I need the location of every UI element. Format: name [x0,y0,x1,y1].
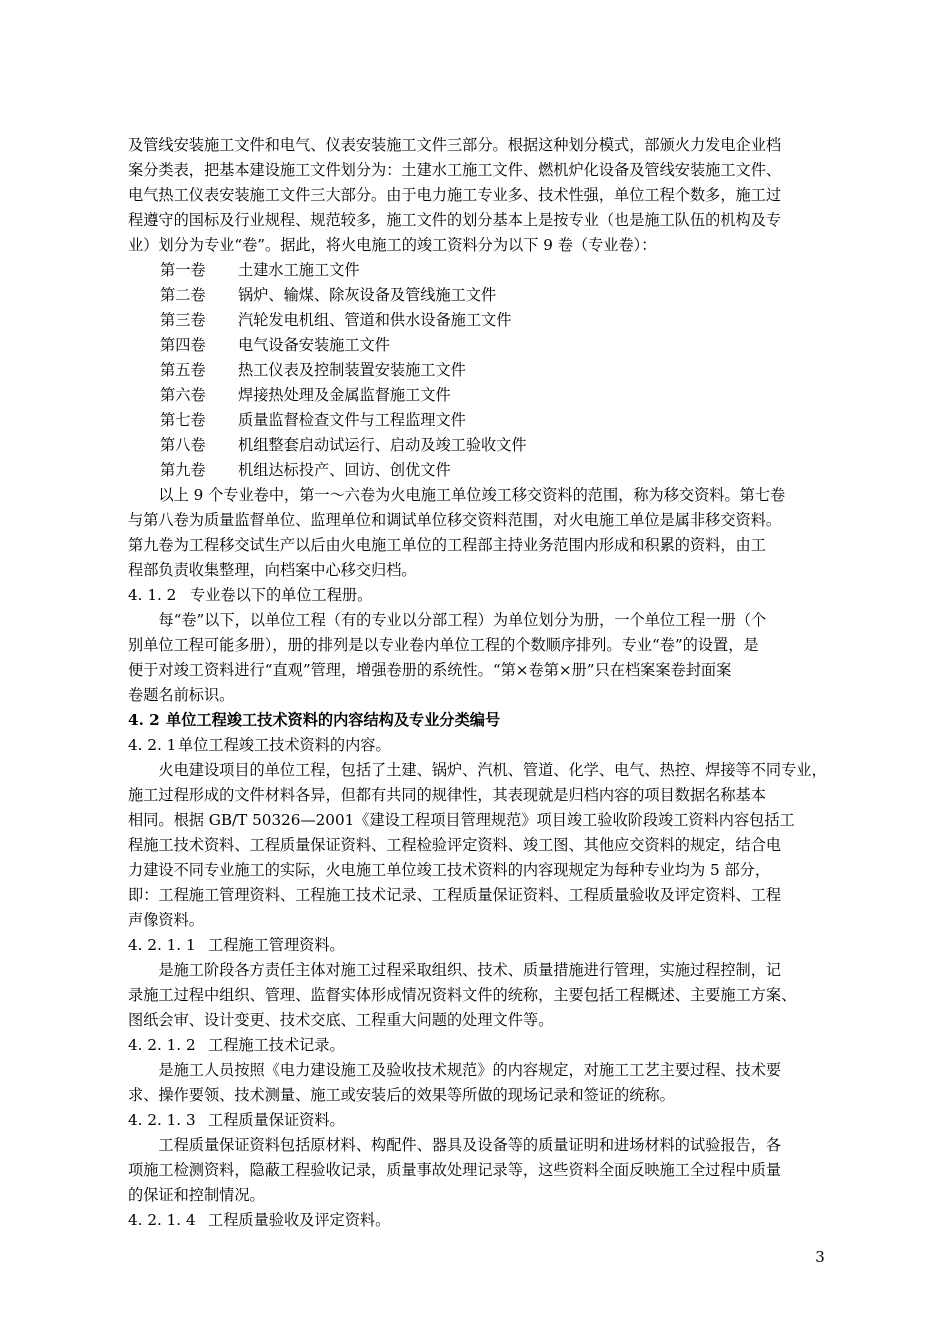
text-line: 录施工过程中组织、管理、监督实体形成情况资料文件的统称，主要包括工程概述、主要施工方案、 [128,986,797,1004]
section-heading-4-2-1 [128,733,830,758]
section-4-2-1-paragraph [128,758,830,933]
volume-number: 第一卷 [160,261,206,279]
text-line: 力建设不同专业施工的实际，火电施工单位竣工技术资料的内容现规定为每种专业均为 5 部分， [128,861,771,879]
text-line: 卷题名前标识。 [128,686,235,704]
volume-item [128,258,830,283]
volume-number: 第七卷 [160,411,206,429]
section-title: 专业卷以下的单位工程册。 [190,586,373,604]
volume-item [128,383,830,408]
section-heading-4-2-1-1 [128,933,830,958]
section-number: 4. 2. 1 [128,736,177,754]
volume-item [128,358,830,383]
intro-paragraph [128,133,830,258]
section-title: 单位工程竣工技术资料的内容结构及专业分类编号 [166,711,501,729]
text-line: 程部负责收集整理，向档案中心移交归档。 [128,561,417,579]
text-line: 的保证和控制情况。 [128,1186,265,1204]
volume-title: 机组达标投产、回访、创优文件 [238,461,451,479]
text-line: 每“卷”以下，以单位工程（有的专业以分部工程）为单位划分为册，一个单位工程一册（个 [158,611,767,629]
section-title: 工程质量保证资料。 [208,1111,345,1129]
section-title: 工程施工管理资料。 [208,936,345,954]
volume-number: 第九卷 [160,461,206,479]
section-heading-4-2-1-4 [128,1208,830,1233]
volume-number: 第四卷 [160,336,206,354]
volumes-summary-paragraph [128,483,830,583]
text-line: 第九卷为工程移交试生产以后由火电施工单位的工程部主持业务范围内形成和积累的资料，由工 [128,536,766,554]
section-heading-4-2-1-2 [128,1033,830,1058]
text-line: 程施工技术资料、工程质量保证资料、工程检验评定资料、竣工图、其他应交资料的规定，结合电 [128,836,782,854]
section-number: 4. 2. 1. 3 [128,1111,196,1129]
volume-number: 第五卷 [160,361,206,379]
volume-number: 第三卷 [160,311,206,329]
section-4-2-1-2-paragraph [128,1058,830,1108]
text-line: 电气热工仪表安装施工文件三大部分。由于电力施工专业多、技术性强，单位工程个数多，施工过 [128,186,782,204]
text-line: 及管线安装施工文件和电气、仪表安装施工文件三部分。根据这种划分模式，部颁火力发电企业档 [128,136,782,154]
text-line: 相同。根据 GB/T 50326—2001《建设工程项目管理规范》项目竣工验收阶段竣工资料内容包括工 [128,811,795,829]
volume-item [128,308,830,333]
volume-title: 土建水工施工文件 [238,261,360,279]
text-line: 声像资料。 [128,911,204,929]
volume-title: 汽轮发电机组、管道和供水设备施工文件 [238,311,512,329]
volume-title: 电气设备安装施工文件 [238,336,390,354]
section-4-1-2-paragraph [128,608,830,708]
text-line: 工程质量保证资料包括原材料、构配件、器具及设备等的质量证明和进场材料的试验报告，各 [158,1136,782,1154]
text-line: 别单位工程可能多册），册的排列是以专业卷内单位工程的个数顺序排列。专业“卷”的设置，是 [128,636,759,654]
text-line: 案分类表，把基本建设施工文件划分为：土建水工施工文件、燃机炉化设备及管线安装施工文件、 [128,161,782,179]
section-number: 4. 2. 1. 1 [128,936,196,954]
text-line: 即：工程施工管理资料、工程施工技术记录、工程质量保证资料、工程质量验收及评定资料、工程 [128,886,782,904]
section-heading-4-2 [128,708,830,733]
text-line: 是施工阶段各方责任主体对施工过程采取组织、技术、质量措施进行管理，实施过程控制，记 [158,961,782,979]
section-title: 工程施工技术记录。 [208,1036,345,1054]
volume-item [128,433,830,458]
page-number: 3 [815,1248,825,1266]
text-line: 业）划分为专业“卷”。据此，将火电施工的竣工资料分为以下 9 卷（专业卷）： [128,236,657,254]
section-title: 工程质量验收及评定资料。 [208,1211,391,1229]
text-line: 火电建设项目的单位工程，包括了土建、锅炉、汽机、管道、化学、电气、热控、焊接等不同专业， [158,761,827,779]
text-line: 程遵守的国标及行业规程、规范较多，施工文件的划分基本上是按专业（也是施工队伍的机构及专 [128,211,782,229]
section-number: 4. 2 [128,711,160,729]
text-line: 与第八卷为质量监督单位、监理单位和调试单位移交资料范围，对火电施工单位是属非移交资料。 [128,511,782,529]
section-number: 4. 2. 1. 2 [128,1036,196,1054]
text-line: 是施工人员按照《电力建设施工及验收技术规范》的内容规定，对施工工艺主要过程、技术要 [158,1061,782,1079]
volume-title: 质量监督检查文件与工程监理文件 [238,411,466,429]
text-line: 施工过程形成的文件材料各异，但都有共同的规律性，其表现就是归档内容的项目数据名称基本 [128,786,766,804]
volume-title: 热工仪表及控制装置安装施工文件 [238,361,466,379]
section-4-2-1-3-paragraph [128,1133,830,1208]
volume-number: 第六卷 [160,386,206,404]
volume-item [128,333,830,358]
volume-number: 第二卷 [160,286,206,304]
volume-item [128,283,830,308]
section-heading-4-2-1-3 [128,1108,830,1133]
volume-title: 机组整套启动试运行、启动及竣工验收文件 [238,436,527,454]
volume-number: 第八卷 [160,436,206,454]
text-line: 便于对竣工资料进行“直观”管理，增强卷册的系统性。“第×卷第×册”只在档案案卷封面案 [128,661,732,679]
text-line: 图纸会审、设计变更、技术交底、工程重大问题的处理文件等。 [128,1011,554,1029]
text-line: 项施工检测资料，隐蔽工程验收记录，质量事故处理记录等，这些资料全面反映施工全过程中质量 [128,1161,782,1179]
section-number: 4. 2. 1. 4 [128,1211,196,1229]
volume-title: 锅炉、输煤、除灰设备及管线施工文件 [238,286,497,304]
text-line: 以上 9 个专业卷中，第一～六卷为火电施工单位竣工移交资料的范围，称为移交资料。第七卷 [158,486,786,504]
section-number: 4. 1. 2 [128,586,177,604]
volume-item [128,408,830,433]
section-4-2-1-1-paragraph [128,958,830,1033]
section-title: 单位工程竣工技术资料的内容。 [178,736,391,754]
volume-title: 焊接热处理及金属监督施工文件 [238,386,451,404]
volume-item [128,458,830,483]
document-body [128,133,830,1233]
section-heading-4-1-2 [128,583,830,608]
text-line: 求、操作要领、技术测量、施工或安装后的效果等所做的现场记录和签证的统称。 [128,1086,675,1104]
volume-list [128,258,830,483]
